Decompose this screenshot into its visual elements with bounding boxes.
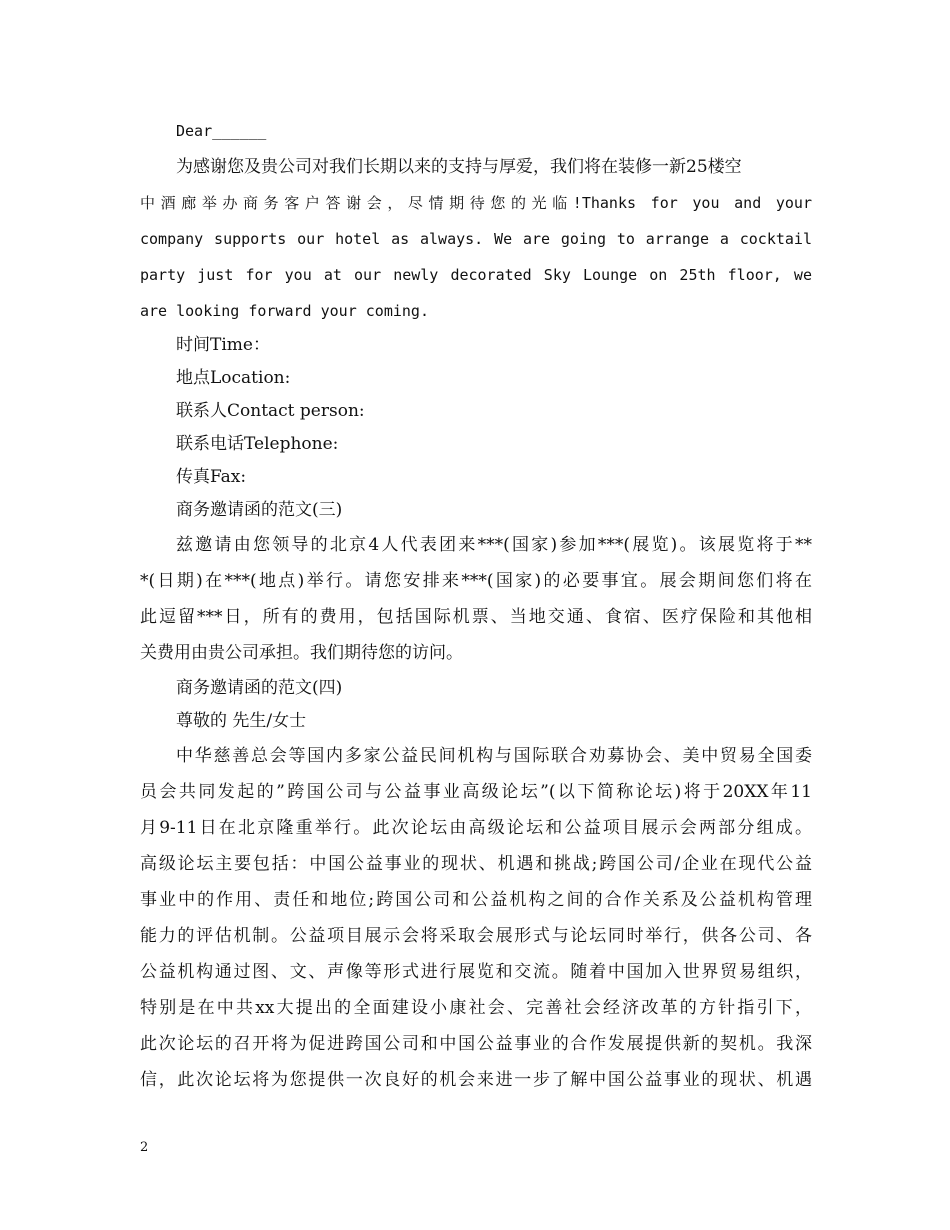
paragraph-line: 公益机构通过图、文、声像等形式进行展览和交流。随着中国加入世界贸易组织， bbox=[140, 962, 812, 982]
paragraph-line: company supports our hotel as always. We are going to arrange a cocktail bbox=[140, 230, 812, 248]
paragraph-line: 高级论坛主要包括：中国公益事业的现状、机遇和挑战;跨国公司/企业在现代公益 bbox=[140, 854, 812, 874]
paragraph-line: 中华慈善总会等国内多家公益民间机构与国际联合劝募协会、美中贸易全国委 bbox=[176, 746, 812, 766]
paragraph-line: 能力的评估机制。公益项目展示会将采取会展形式与论坛同时举行，供各公司、各 bbox=[140, 926, 812, 946]
paragraph-line: 关费用由贵公司承担。我们期待您的访问。 bbox=[140, 643, 463, 663]
paragraph-line: party just for you at our newly decorated Sky Lounge on 25th floor, we bbox=[140, 266, 812, 284]
paragraph-line: 事业中的作用、责任和地位;跨国公司和公益机构之间的合作关系及公益机构管理 bbox=[140, 890, 812, 910]
page-number: 2 bbox=[140, 1140, 149, 1155]
paragraph-line: 此次论坛的召开将为促进跨国公司和中国公益事业的合作发展提供新的契机。我深 bbox=[140, 1034, 812, 1054]
paragraph-line: *(日期)在***(地点)举行。请您安排来***(国家)的必要事宜。展会期间您们将在 bbox=[140, 571, 812, 591]
salutation-line: Dear______ bbox=[176, 122, 267, 140]
fax-label: 传真Fax: bbox=[176, 467, 247, 487]
paragraph-line: 为感谢您及贵公司对我们长期以来的支持与厚爱，我们将在装修一新25楼空 bbox=[176, 157, 742, 177]
location-label: 地点Location: bbox=[176, 368, 291, 388]
paragraph-line: 员会共同发起的”跨国公司与公益事业高级论坛”(以下简称论坛)将于20XX年11 bbox=[140, 782, 812, 802]
section-heading: 商务邀请函的范文(四) bbox=[176, 678, 343, 698]
section-heading: 商务邀请函的范文(三) bbox=[176, 500, 343, 520]
paragraph-line: are looking forward your coming. bbox=[140, 302, 429, 320]
paragraph-line: 此逗留***日，所有的费用，包括国际机票、当地交通、食宿、医疗保险和其他相 bbox=[140, 607, 812, 627]
paragraph-line: 信，此次论坛将为您提供一次良好的机会来进一步了解中国公益事业的现状、机遇 bbox=[140, 1070, 812, 1090]
salutation-line: 尊敬的 先生/女士 bbox=[176, 711, 307, 731]
telephone-label: 联系电话Telephone: bbox=[176, 434, 339, 454]
contact-person-label: 联系人Contact person: bbox=[176, 401, 365, 421]
time-label: 时间Time： bbox=[176, 335, 270, 355]
paragraph-line: 月9-11日在北京隆重举行。此次论坛由高级论坛和公益项目展示会两部分组成。 bbox=[140, 818, 812, 838]
paragraph-line: 特别是在中共xx大提出的全面建设小康社会、完善社会经济改革的方针指引下， bbox=[140, 998, 812, 1018]
paragraph-line: 中酒廊举办商务客户答谢会，尽情期待您的光临!Thanks for you and your bbox=[140, 194, 812, 212]
paragraph-line: 兹邀请由您领导的北京4人代表团来***(国家)参加***(展览)。该展览将于** bbox=[176, 535, 812, 555]
